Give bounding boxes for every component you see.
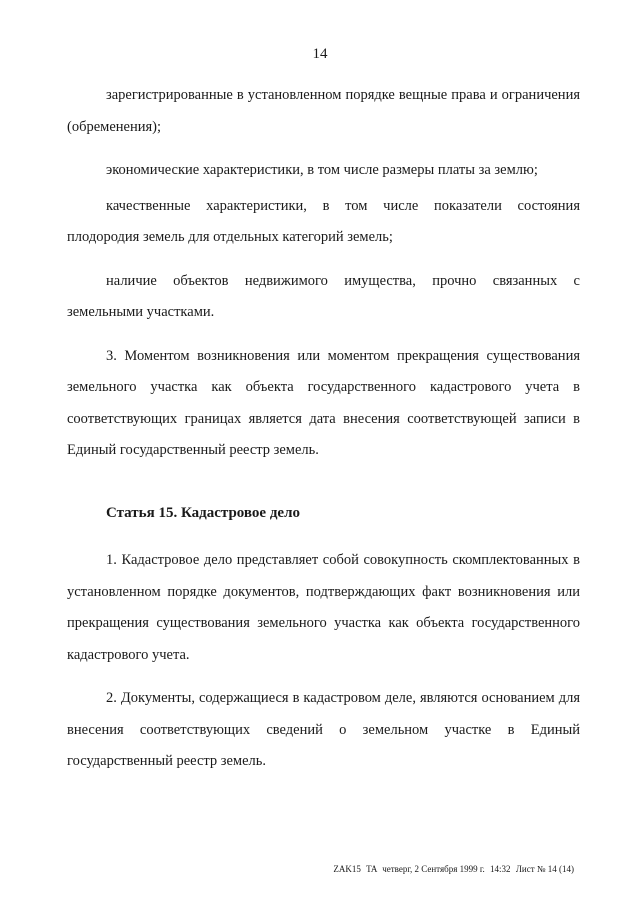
footer-code: ZAK15	[333, 864, 361, 874]
article-body	[67, 545, 580, 790]
footer-time: 14:32	[490, 864, 511, 874]
paragraph-rights: зарегистрированные в установленном порядке вещные права и ограничения (обременения);	[67, 87, 580, 135]
paragraph-economic: экономические характеристики, в том числе размеры платы за землю;	[106, 162, 538, 178]
footer-author: TA	[366, 864, 377, 874]
paragraph-moment: 3. Моментом возникновения или моментом прекращения существования земельного участка как объекта государственного кадастрового учета в соответствующих границах является дата внесения соответствующей записи в Единый государственный реестр земель.	[67, 347, 580, 458]
page-number: 14	[312, 46, 328, 62]
article-label: Статья 15.	[106, 505, 178, 521]
paragraph-real-estate: наличие объектов недвижимого имущества, прочно связанных с земельными участками.	[67, 272, 580, 320]
article-heading	[106, 500, 300, 526]
body-text	[67, 80, 580, 479]
article-paragraph-1: 1. Кадастровое дело представляет собой совокупность скомплектованных в установленном порядке документов, подтверждающих факт возникновения или прекращения существования земельного участка как объекта государственного кадастрового учета.	[67, 552, 580, 663]
footer-date: четверг, 2 Сентября 1999 г.	[382, 864, 485, 874]
paragraph-quality: качественные характеристики, в том числе показатели состояния плодородия земель для отдельных категорий земель;	[67, 197, 580, 245]
page-footer	[330, 864, 574, 874]
article-paragraph-2: 2. Документы, содержащиеся в кадастровом деле, являются основанием для внесения соответствующих сведений о земельном участке в Единый государственный реестр земель.	[67, 690, 580, 769]
article-title: Кадастровое дело	[180, 505, 300, 521]
footer-sheet: Лист № 14 (14)	[515, 864, 574, 874]
